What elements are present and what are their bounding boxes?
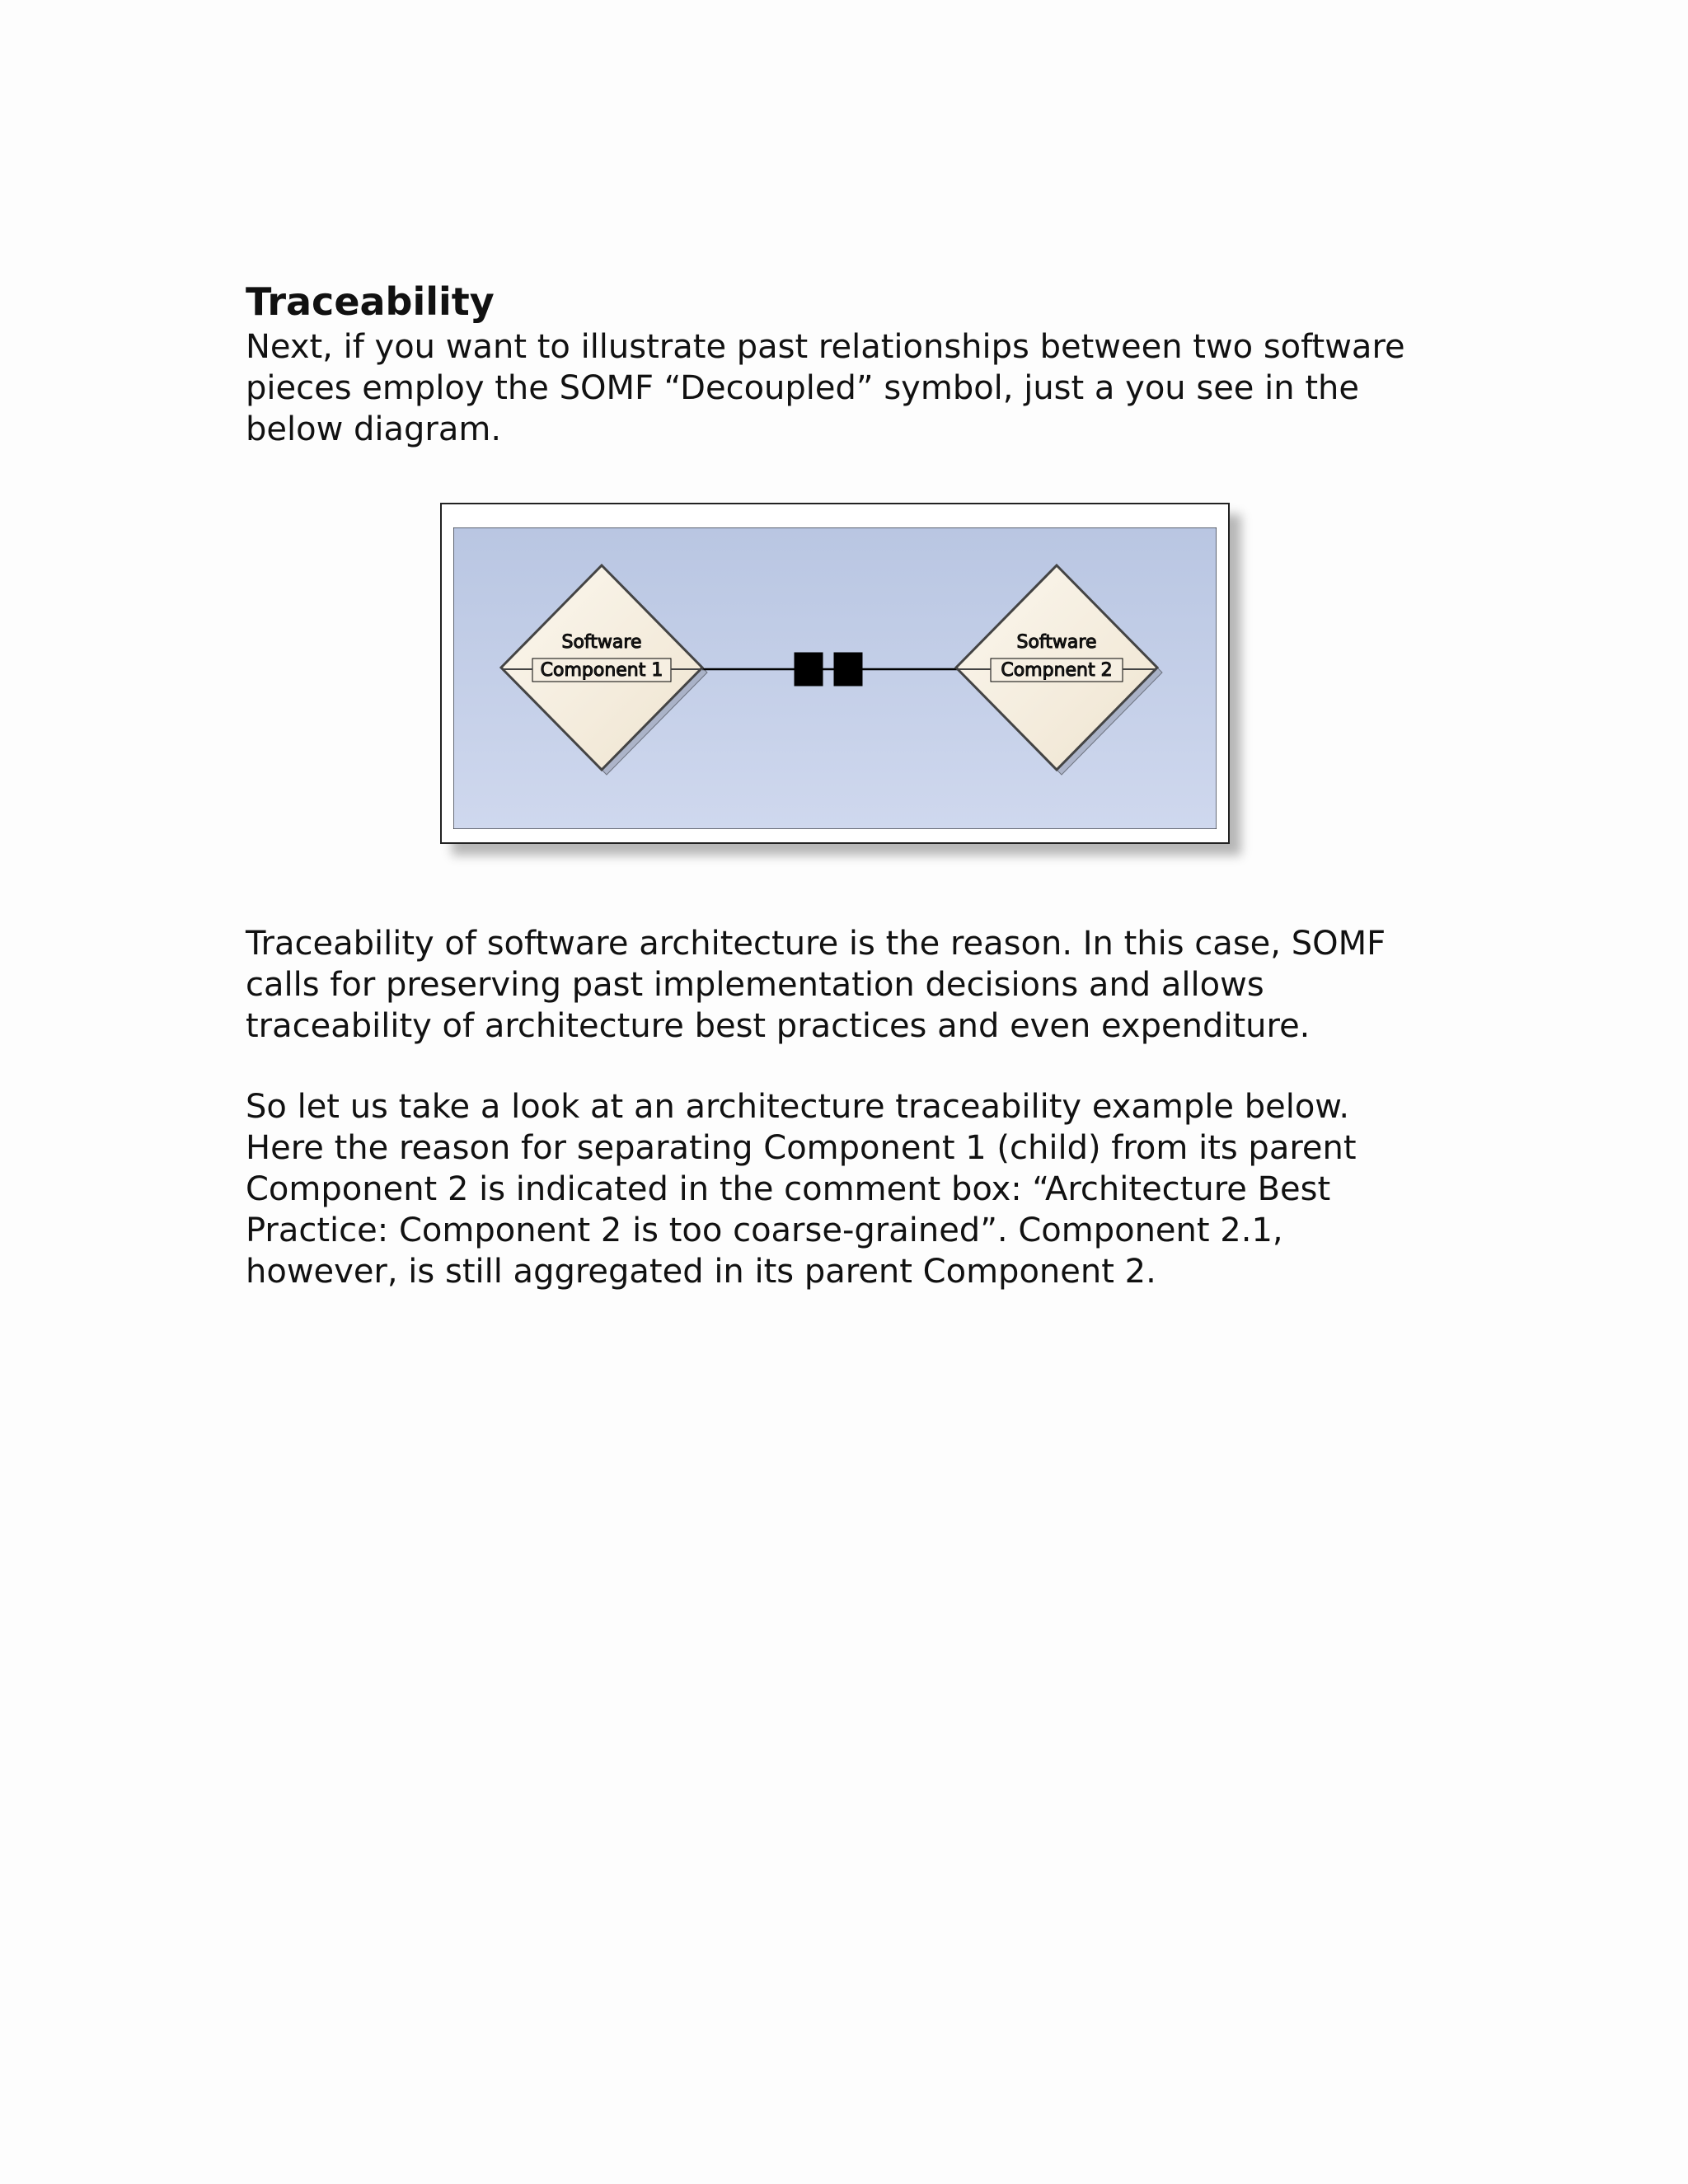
decoupled-diagram [453,527,1217,829]
example-line-4: Practice: Component 2 is too coarse-grained”. Component 2.1, [246,1212,1283,1249]
node1-label-line-2: Component 1 [540,660,663,681]
example-paragraph [246,1086,1449,1292]
example-line-3: Component 2 is indicated in the comment box: “Architecture Best [246,1170,1331,1208]
decoupled-symbol-right-square [834,653,862,686]
node2-label-line-1: Software [1016,632,1097,653]
decoupled-diagram-figure [440,503,1230,844]
intro-line-1: Next, if you want to illustrate past relationships between two software [246,328,1405,366]
example-line-2: Here the reason for separating Component 1 (child) from its parent [246,1129,1357,1167]
diagram-canvas [453,527,1217,829]
reason-paragraph [246,923,1449,1047]
example-line-1: So let us take a look at an architecture traceability example below. [246,1088,1350,1126]
reason-line-1: Traceability of software architecture is the reason. In this case, SOMF [246,925,1386,963]
reason-line-2: calls for preserving past implementation decisions and allows [246,966,1264,1004]
intro-paragraph [246,326,1449,450]
intro-line-3: below diagram. [246,410,502,448]
node2-label-line-2: Compnent 2 [1001,660,1113,681]
section-heading: Traceability [246,279,495,324]
reason-line-3: traceability of architecture best practices and even expenditure. [246,1007,1311,1045]
example-line-5: however, is still aggregated in its parent Component 2. [246,1253,1156,1291]
decoupled-symbol-left-square [795,653,823,686]
intro-line-2: pieces employ the SOMF “Decoupled” symbol, just a you see in the [246,369,1359,407]
node1-label-line-1: Software [561,632,642,653]
